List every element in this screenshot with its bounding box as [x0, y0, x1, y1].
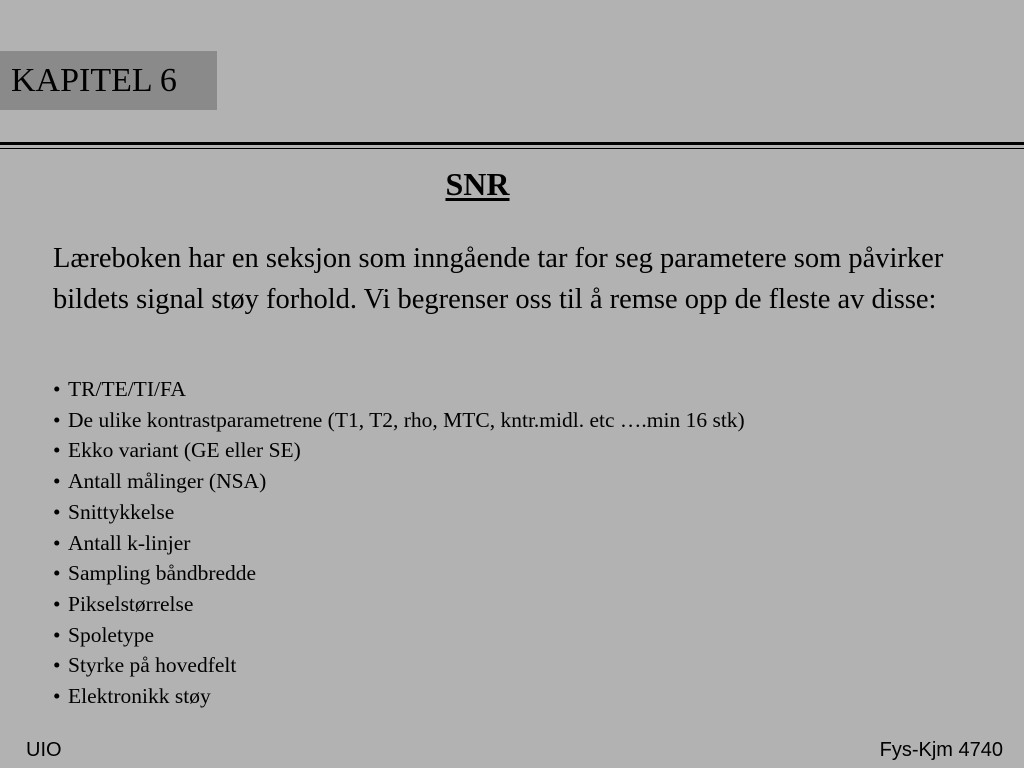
chapter-label: KAPITEL 6	[11, 61, 177, 99]
list-item-text: Styrke på hovedfelt	[68, 653, 237, 678]
bullet-icon: •	[53, 653, 61, 678]
bullet-icon: •	[53, 377, 61, 401]
list-item	[53, 589, 993, 620]
bullet-icon: •	[53, 684, 61, 709]
list-item-text: De ulike kontrastparametrene (T1, T2, rho, MTC, kntr.midl. etc ….min 16 stk)	[68, 407, 745, 432]
bullet-icon: •	[53, 530, 61, 555]
bullet-icon: •	[53, 438, 61, 463]
bullet-icon: •	[53, 499, 61, 524]
parameter-list	[53, 374, 993, 712]
list-item-text: Ekko variant (GE eller SE)	[68, 438, 301, 463]
list-item	[53, 620, 993, 651]
slide-title: SNR	[445, 166, 510, 202]
list-item	[53, 466, 993, 497]
list-item-text: TR/TE/TI/FA	[68, 377, 186, 401]
chapter-label-box	[0, 51, 217, 110]
footer-institution: UIO	[26, 739, 62, 761]
list-item-text: Sampling båndbredde	[68, 561, 257, 586]
list-item	[53, 681, 993, 712]
list-item-text: Elektronikk støy	[68, 684, 211, 709]
list-item	[53, 497, 993, 528]
list-item-text: Spoletype	[68, 622, 154, 647]
list-item-text: Pikselstørrelse	[68, 591, 194, 616]
list-item	[53, 405, 993, 436]
list-item-text: Antall k-linjer	[68, 530, 191, 555]
bullet-icon: •	[53, 622, 61, 647]
list-item-text: Snittykkelse	[68, 499, 175, 524]
intro-paragraph: Læreboken har en seksjon som inngående tar for seg parametere som påvirker bildets signal støy forhold. Vi begrenser oss til å remse opp de fleste av disse:	[53, 243, 944, 315]
header-divider-thick	[0, 142, 1024, 145]
list-item	[53, 374, 993, 405]
footer-course-code: Fys-Kjm 4740	[879, 739, 1003, 761]
bullet-icon: •	[53, 561, 61, 586]
list-item	[53, 528, 993, 559]
list-item	[53, 650, 993, 681]
header-divider-thin	[0, 148, 1024, 149]
list-item-text: Antall målinger (NSA)	[68, 469, 267, 494]
bullet-icon: •	[53, 469, 61, 494]
list-item	[53, 558, 993, 589]
bullet-icon: •	[53, 407, 61, 432]
list-item	[53, 435, 993, 466]
bullet-icon: •	[53, 591, 61, 616]
